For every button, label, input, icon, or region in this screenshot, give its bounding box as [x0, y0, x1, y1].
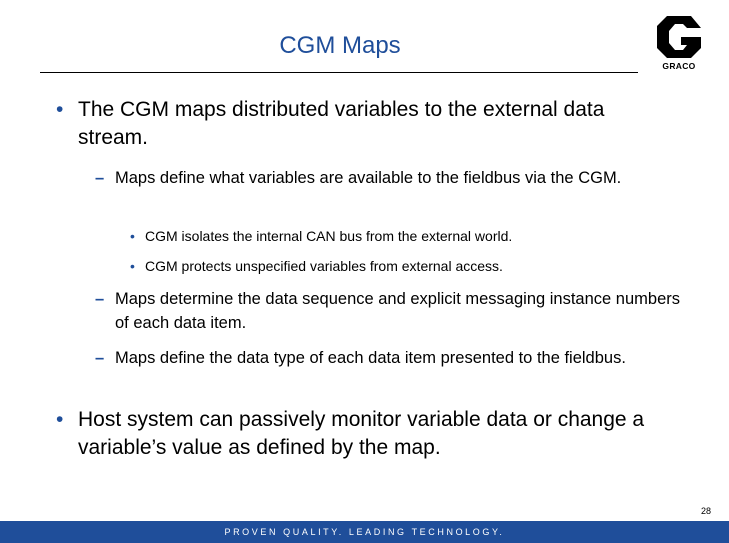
title-divider — [40, 72, 638, 73]
list-item — [95, 166, 685, 190]
page-number: 28 — [700, 506, 711, 516]
slide-title: CGM Maps — [279, 32, 401, 59]
dash-icon: – — [95, 169, 105, 187]
list-item — [130, 226, 690, 246]
footer-bar — [0, 521, 729, 543]
footer-tagline: PROVEN QUALITY. LEADING TECHNOLOGY. — [224, 527, 505, 537]
list-item — [56, 406, 676, 462]
list-item-text: CGM isolates the internal CAN bus from the external world. — [145, 228, 513, 244]
graco-g-icon — [657, 14, 701, 60]
graco-logo — [653, 14, 705, 72]
list-item-text: The CGM maps distributed variables to the external data stream. — [78, 98, 605, 149]
list-item — [56, 96, 676, 152]
list-item-text: Host system can passively monitor variable data or change a variable’s value as defined by the map. — [78, 408, 645, 459]
graco-wordmark: GRACO — [662, 61, 696, 71]
list-item-text: Maps define what variables are available to the fieldbus via the CGM. — [115, 169, 622, 187]
list-item — [130, 256, 690, 276]
bullet-dot-icon: • — [130, 228, 135, 244]
bullet-dot-icon: • — [56, 98, 64, 121]
list-item — [95, 346, 685, 370]
list-item-text: Maps define the data type of each data item presented to the fieldbus. — [115, 349, 626, 367]
list-item-text: CGM protects unspecified variables from external access. — [145, 258, 503, 274]
list-item-text: Maps determine the data sequence and explicit messaging instance numbers of each data item. — [115, 290, 680, 332]
dash-icon: – — [95, 290, 105, 308]
list-item — [95, 287, 685, 335]
bullet-dot-icon: • — [56, 408, 64, 431]
bullet-dot-icon: • — [130, 258, 135, 274]
dash-icon: – — [95, 349, 105, 367]
